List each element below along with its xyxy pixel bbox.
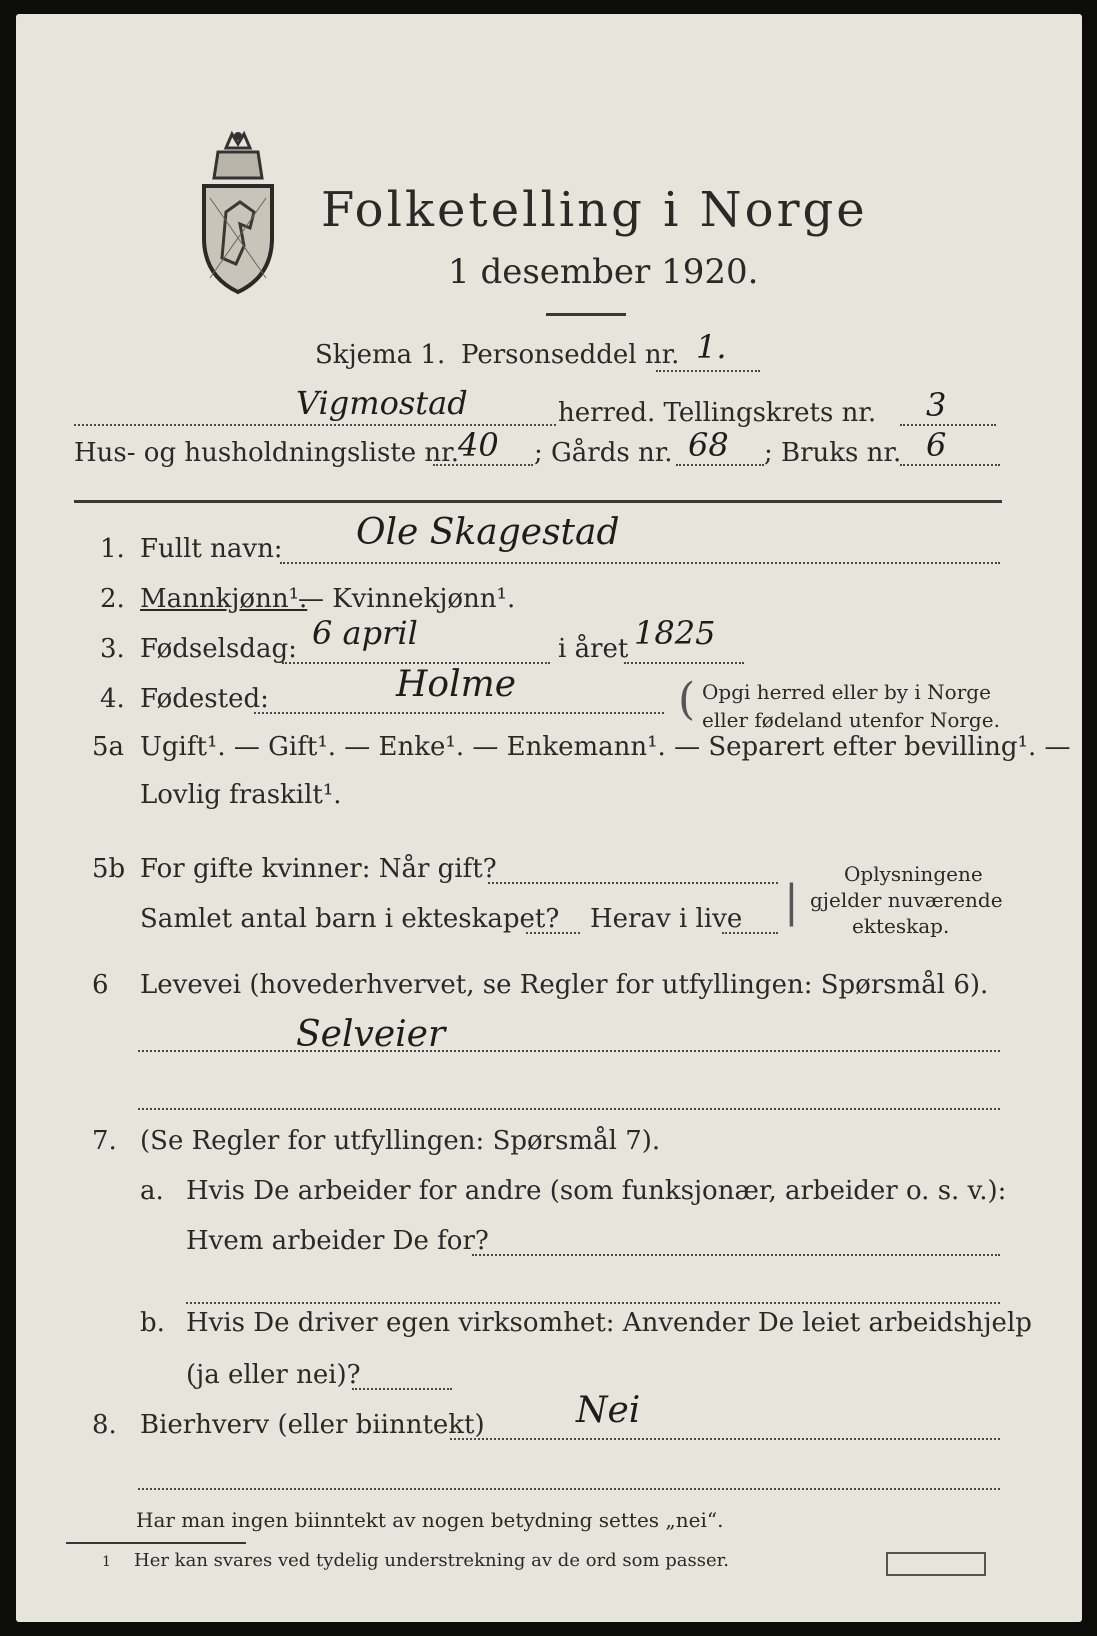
q7b-number: b. [140,1308,165,1338]
title-divider [546,313,626,316]
header-divider [74,500,1002,503]
hus-value: 40 [458,426,499,464]
census-form [16,14,1082,1622]
gards-value: 68 [688,426,729,464]
q5b-label-3: Herav i live [590,904,743,934]
q4-note-1: Opgi herred eller by i Norge [702,680,991,704]
personseddel-value: 1. [696,328,727,366]
q6-field-2[interactable] [138,1108,1000,1110]
q8-field-2[interactable] [138,1488,1000,1490]
q4-note-2: eller fødeland utenfor Norge. [702,708,1000,732]
q7-label: (Se Regler for utfyllingen: Spørsmål 7). [140,1126,661,1156]
schema-label: Skjema 1. [315,340,446,370]
herred-label: herred. Tellingskrets nr. [558,398,877,428]
q6-field-1[interactable] [138,1050,1000,1052]
bruks-field[interactable] [900,464,1000,466]
q5b-label-2: Samlet antal barn i ekteskapet? [140,904,560,934]
footnote-mark: 1 [102,1554,111,1570]
q5b-note-1: Oplysningene [844,862,983,886]
q6-value: Selveier [296,1014,446,1055]
footer-divider [66,1542,246,1544]
tellingskrets-field[interactable] [900,424,996,426]
q5b-note-2: gjelder nuværende [810,888,1003,912]
gards-label: ; Gårds nr. [534,438,673,468]
q1-field[interactable] [280,562,1000,564]
q3-year-value: 1825 [634,614,716,652]
q7a-field-1[interactable] [472,1254,1000,1256]
q7b-field[interactable] [352,1388,452,1390]
q5b-brace: | [784,876,799,927]
q8-number: 8. [92,1410,117,1440]
q4-field[interactable] [254,712,664,714]
hus-field[interactable] [433,464,533,466]
q5a-options[interactable]: Ugift¹. — Gift¹. — Enke¹. — Enkemann¹. — Separert efter bevilling¹. — [140,732,1071,762]
q8-label: Bierhverv (eller biinntekt) [140,1410,485,1440]
q4-brace: ( [678,674,696,725]
q4-value: Holme [396,664,517,705]
q2-number: 2. [100,584,125,614]
hus-label: Hus- og husholdningsliste nr. [74,438,460,468]
coat-of-arms-icon [196,128,280,296]
footnote-text: Her kan svares ved tydelig understrekning av de ord som passer. [134,1550,729,1571]
q1-label: Fullt navn: [140,534,283,564]
tellingskrets-value: 3 [926,386,947,424]
q8-value: Nei [576,1390,641,1431]
q7-number: 7. [92,1126,117,1156]
q5b-married-field[interactable] [488,882,778,884]
biinntekt-note: Har man ingen biinntekt av nogen betydning settes „nei“. [136,1508,724,1532]
gards-field[interactable] [676,464,764,466]
herred-value: Vigmostad [296,384,468,422]
q5b-children-field[interactable] [526,932,580,934]
q1-value: Ole Skagestad [356,512,620,553]
q5b-alive-field[interactable] [722,932,778,934]
q7a-line-1: Hvis De arbeider for andre (som funksjonær, arbeider o. s. v.): [186,1176,1007,1206]
personseddel-label: Personseddel nr. [461,340,680,370]
q6-label: Levevei (hovederhvervet, se Regler for utfyllingen: Spørsmål 6). [140,970,989,1000]
q5b-label-1: For gifte kvinner: Når gift? [140,854,497,884]
census-date: 1 desember 1920. [448,252,759,292]
q3-year-field[interactable] [624,662,744,664]
q8-field-1[interactable] [450,1438,1000,1440]
bruks-value: 6 [926,426,947,464]
q2-male[interactable]: Mannkjønn¹. [140,584,308,614]
q5a-number: 5a [92,732,125,762]
q6-number: 6 [92,970,109,1000]
q3-year-label: i året [558,634,629,664]
q5a-options-cont[interactable]: Lovlig fraskilt¹. [140,780,342,810]
q4-label: Fødested: [140,684,269,714]
q3-value: 6 april [312,614,418,652]
q2-female[interactable]: — Kvinnekjønn¹. [298,584,516,614]
q7a-number: a. [140,1176,164,1206]
q7b-line-1: Hvis De driver egen virksomhet: Anvender De leiet arbeidshjelp [186,1308,1032,1338]
bruks-label: ; Bruks nr. [764,438,902,468]
q5b-number: 5b [92,854,126,884]
q4-number: 4. [100,684,125,714]
q3-number: 3. [100,634,125,664]
q1-number: 1. [100,534,125,564]
q5b-note-3: ekteskap. [852,914,950,938]
q7a-line-2: Hvem arbeider De for? [186,1226,489,1256]
form-title: Folketelling i Norge [321,182,868,238]
printer-stamp-icon [886,1552,986,1576]
personseddel-field[interactable] [656,370,760,372]
q7b-line-2: (ja eller nei)? [186,1360,361,1390]
q3-label: Fødselsdag: [140,634,297,664]
q7a-field-2[interactable] [186,1302,1000,1304]
